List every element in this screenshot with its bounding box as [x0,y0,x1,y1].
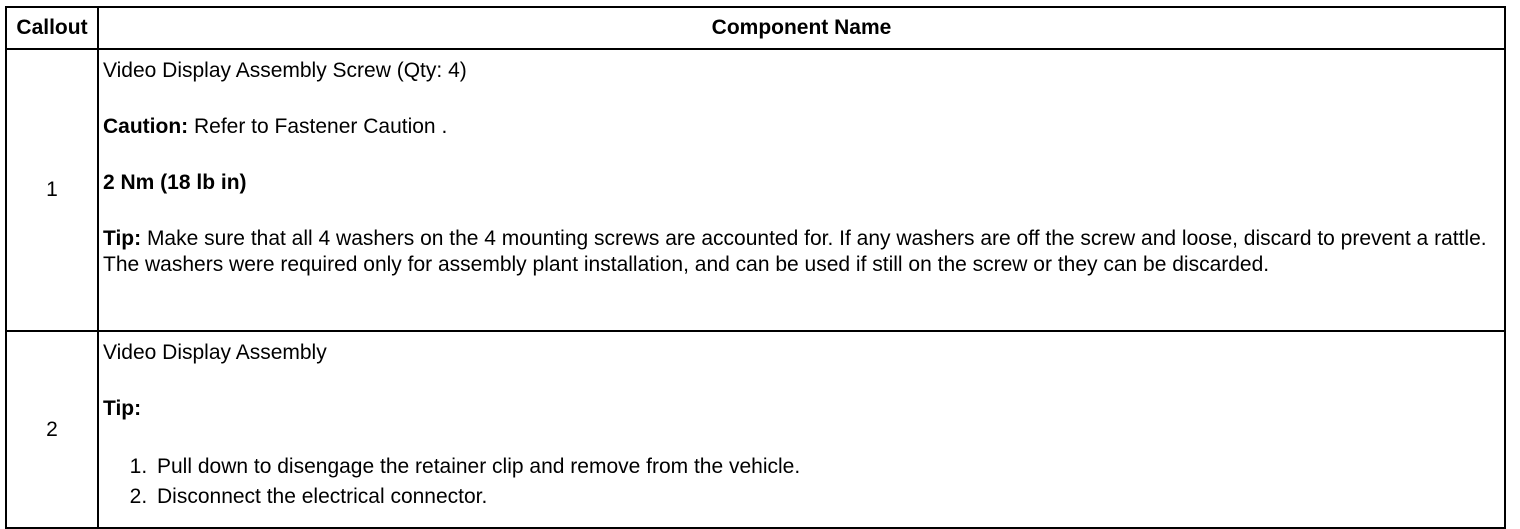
callout-number: 1 [6,49,98,331]
steps-list [103,452,1500,512]
tip-label: Tip: [103,227,142,250]
header-callout: Callout [6,7,98,49]
component-table-container [5,6,1506,529]
tip-note [103,226,1500,278]
caution-text: Refer to Fastener Caution . [188,115,448,138]
list-item: 2. Disconnect the electrical connector. [153,482,1500,512]
header-component-name: Component Name [98,7,1505,49]
component-table [5,6,1506,529]
table-row [6,331,1505,528]
component-title: Video Display Assembly [103,341,327,364]
component-cell [98,49,1505,331]
callout-number: 2 [6,331,98,528]
component-cell [98,331,1505,528]
table-row [6,49,1505,331]
table-header-row [6,7,1505,49]
tip-text: Make sure that all 4 washers on the 4 mounting screws are accounted for. If any washers are off the screw and loose, discard to prevent a rattle. The washers were required only for assembly plant installation, and can be used if still on the screw or they can be discarded. [103,227,1487,276]
component-title: Video Display Assembly Screw (Qty: 4) [103,59,467,82]
tip-label: Tip: [103,397,142,420]
caution-label: Caution: [103,115,189,138]
caution-note [103,114,1500,140]
torque-spec: 2 Nm (18 lb in) [103,171,247,194]
list-item: 1. Pull down to disengage the retainer clip and remove from the vehicle. [153,452,1500,482]
